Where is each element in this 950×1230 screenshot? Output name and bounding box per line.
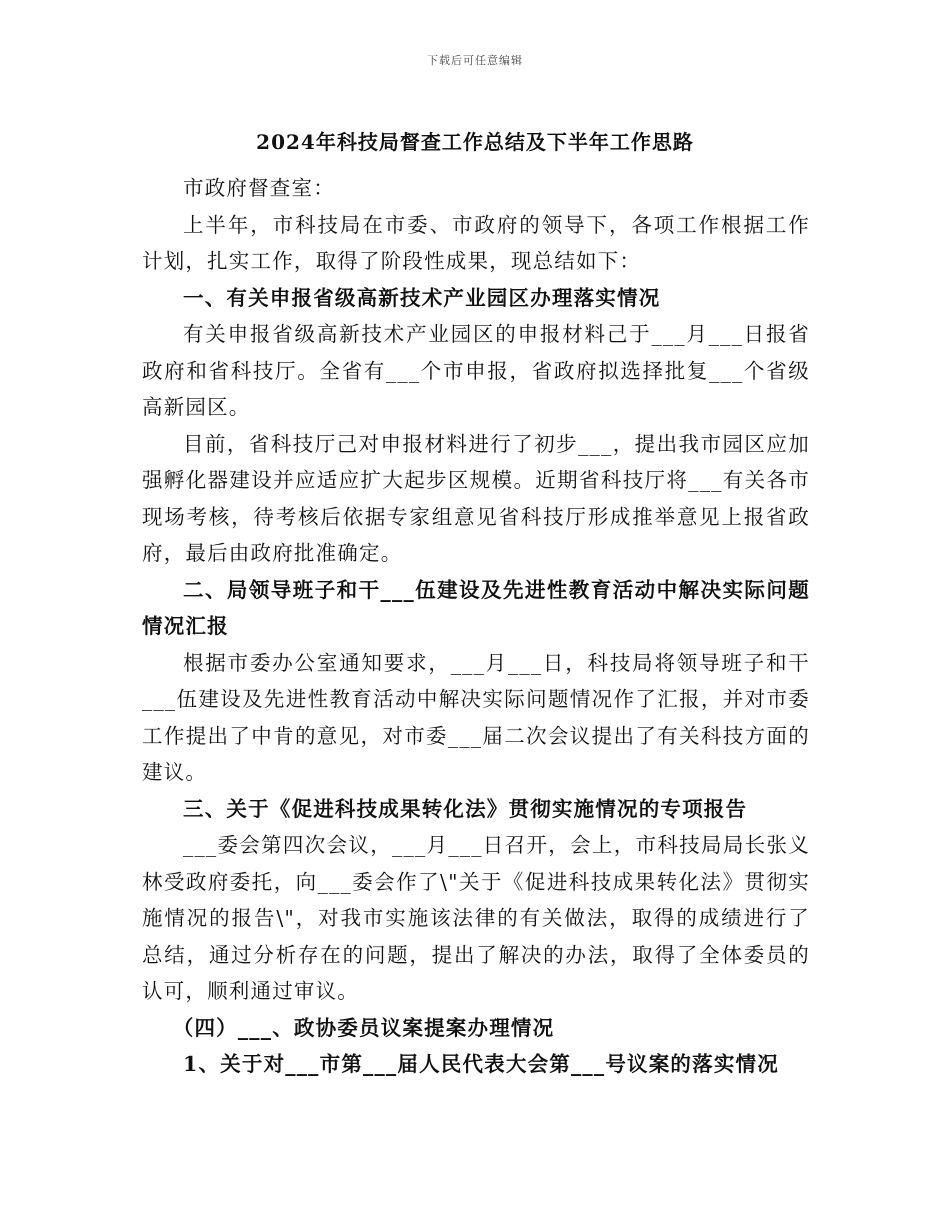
section-4-item-1: 1、关于对___市第___届人民代表大会第___号议案的落实情况 — [183, 1052, 779, 1076]
header-note: 下载后可任意编辑 — [427, 54, 523, 67]
section-3-heading: 三、关于《促进科技成果转化法》贯彻实施情况的专项报告 — [183, 796, 748, 821]
document-title: 2024年科技局督查工作总结及下半年工作思路 — [256, 130, 694, 154]
section-4-heading: （四）___、政协委员议案提案办理情况 — [172, 1015, 555, 1040]
section-2-paragraph-1: 根据市委办公室通知要求，___月___日，科技局将领导班子和干___伍建设及先进性教育活动中解决实际问题情况作了汇报，并对市委工作提出了中肯的意见，对市委___届二次会议提出了有关科技方面的建议。 — [142, 650, 810, 784]
section-3-paragraph-1: ___委会第四次会议，___月___日召开，会上，市科技局局长张义林受政府委托，向___委会作了\"关于《促进科技成果转化法》贯彻实施情况的报告\"，对我市实施该法律的有关做法，取得的成绩进行了总结，通过分析存在的问题，提出了解决的办法，取得了全体委员的认可，顺利通过审议。 — [142, 833, 810, 1003]
section-2-heading: 二、局领导班子和干___伍建设及先进性教育活动中解决实际问题情况汇报 — [142, 577, 810, 638]
salutation: 市政府督查室： — [183, 176, 335, 200]
section-1-heading: 一、有关申报省级高新技术产业园区办理落实情况 — [183, 285, 661, 310]
document-body — [142, 170, 810, 1083]
intro-paragraph: 上半年，市科技局在市委、市政府的领导下，各项工作根据工作计划，扎实工作，取得了阶段性成果，现总结如下： — [142, 212, 810, 273]
section-1-paragraph-1: 有关申报省级高新技术产业园区的申报材料己于___月___日报省政府和省科技厅。全省有___个市申报，省政府拟选择批复___个省级高新园区。 — [142, 322, 810, 419]
section-1-paragraph-2: 目前，省科技厅己对申报材料进行了初步___，提出我市园区应加强孵化器建设并应适应扩大起步区规模。近期省科技厅将___有关各市现场考核，待考核后依据专家组意见省科技厅形成推举意见上报省政府，最后由政府批准确定。 — [142, 431, 810, 565]
